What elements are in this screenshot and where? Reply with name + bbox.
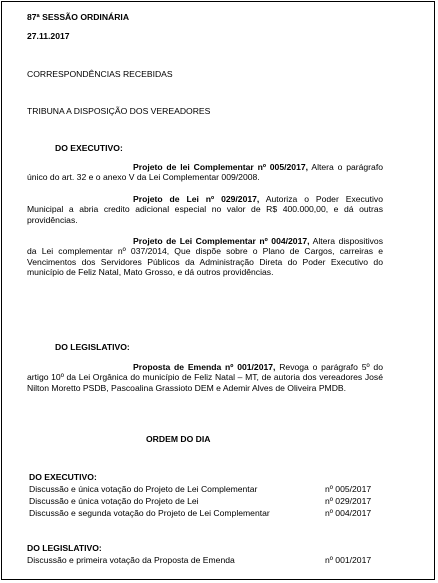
agenda-legislative-heading: DO LEGISLATIVO: bbox=[27, 543, 102, 553]
legislative-item-text: Revoga o parágrafo 5º do artigo 10º da Lei Orgânica do município de Feliz Natal – MT, de autoria dos vereadores José Nilton Moretto PSDB, Pascoalina Grassioto DEM e Ademir Alves de Oliveira PMDB. bbox=[27, 362, 383, 393]
executive-item-2 bbox=[27, 194, 383, 225]
legislative-item-title: Proposta de Emenda nº 001/2017, bbox=[133, 362, 276, 372]
agenda-executive-item-number: nº 004/2017 bbox=[325, 508, 372, 518]
agenda-executive-item-label: Discussão e única votação do Projeto de Lei bbox=[29, 496, 199, 506]
executive-item-title: Projeto de Lei nº 029/2017, bbox=[133, 194, 260, 204]
agenda-executive-item-label: Discussão e única votação do Projeto de Lei Complementar bbox=[29, 484, 258, 494]
legislative-item-1 bbox=[27, 362, 383, 393]
tribune-heading: TRIBUNA A DISPOSIÇÃO DOS VEREADORES bbox=[27, 106, 211, 116]
executive-item-title: Projeto de lei Complementar nº 005/2017, bbox=[133, 162, 309, 172]
correspondences-heading: CORRESPONDÊNCIAS RECEBIDAS bbox=[27, 69, 173, 79]
executive-item-text: Altera o parágrafo único do art. 32 e o anexo V da Lei Complementar 009/2008. bbox=[27, 162, 383, 183]
agenda-executive-item-number: nº 029/2017 bbox=[325, 496, 372, 506]
executive-item-3 bbox=[27, 236, 383, 278]
agenda-executive-item-number: nº 005/2017 bbox=[325, 484, 372, 494]
executive-item-title: Projeto de Lei Complementar nº 004/2017, bbox=[133, 236, 310, 246]
session-title: 87ª SESSÃO ORDINÁRIA bbox=[27, 12, 130, 22]
session-date: 27.11.2017 bbox=[27, 31, 70, 41]
executive-item-text: Altera dispositivos da Lei complementar nº 037/2014, Que dispõe sobre o Plano de Cargos, carreiras e Vencimentos dos Servidores Públicos da Administração Direta do Poder Executivo do município de Feliz Natal, Mato Grosso, e dá outros providências. bbox=[27, 236, 384, 278]
agenda-executive-heading: DO EXECUTIVO: bbox=[29, 472, 97, 482]
executive-item-1 bbox=[27, 162, 383, 183]
agenda-executive-item-label: Discussão e segunda votação do Projeto de Lei Complementar bbox=[29, 508, 270, 518]
legislative-heading: DO LEGISLATIVO: bbox=[55, 342, 130, 352]
agenda-legislative-item-label: Discussão e primeira votação da Proposta de Emenda bbox=[27, 555, 235, 565]
agenda-legislative-item-number: nº 001/2017 bbox=[325, 555, 372, 565]
agenda-heading: ORDEM DO DIA bbox=[146, 434, 211, 444]
executive-item-text: Autoriza o Poder Executivo Municipal a abria credito adicional especial no valor de R$ 400.000,00, e dá outras providências. bbox=[27, 194, 383, 225]
executive-heading: DO EXECUTIVO: bbox=[55, 143, 123, 153]
